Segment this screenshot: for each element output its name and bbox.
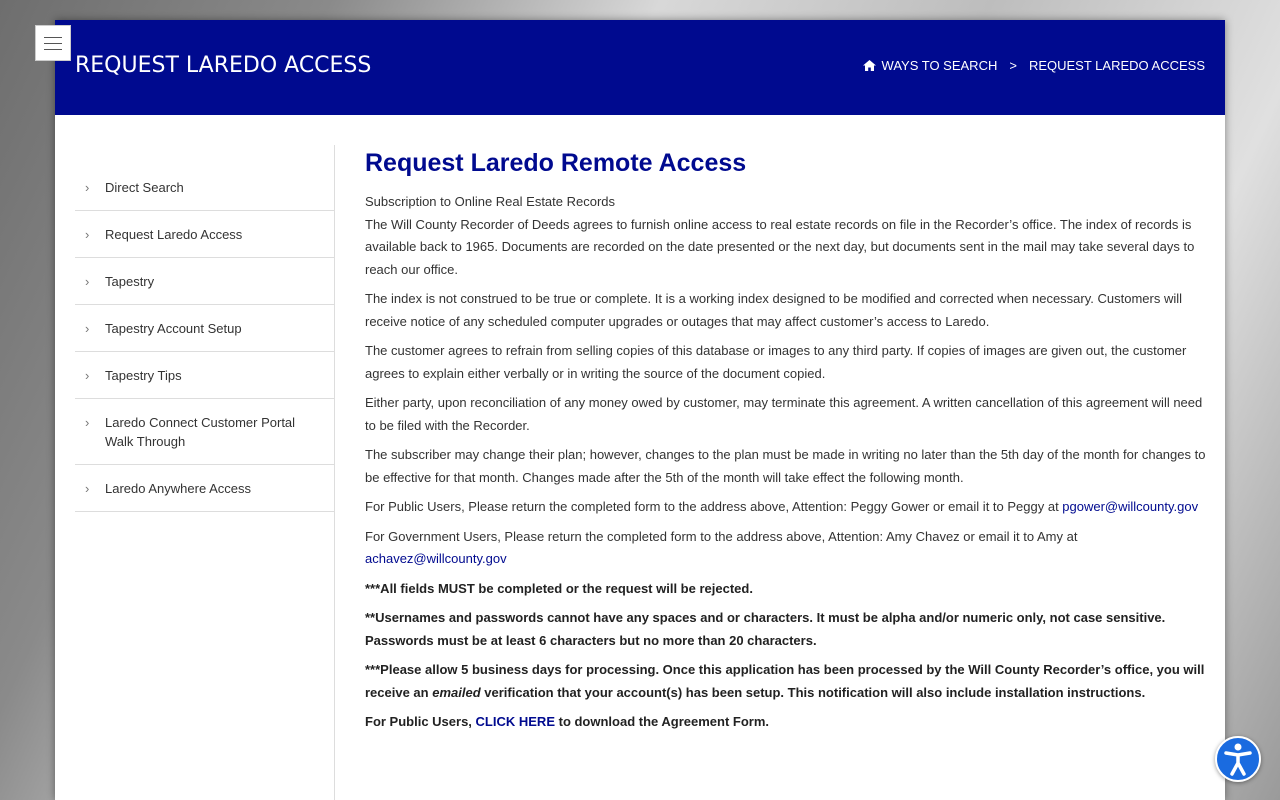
accessibility-button[interactable] bbox=[1215, 736, 1261, 782]
paragraph: **Usernames and passwords cannot have any spaces and or characters. It must be alpha and/or numeric only, not case sensitive. Passwords must be at least 6 characters but no more than 20 characters. bbox=[365, 610, 1166, 648]
sidebar-item-tapestry-tips[interactable]: › Tapestry Tips bbox=[75, 352, 334, 399]
chevron-right-icon: › bbox=[85, 368, 90, 383]
breadcrumb-ways-to-search[interactable]: WAYS TO SEARCH bbox=[881, 58, 998, 73]
breadcrumb-separator: > bbox=[1009, 58, 1017, 73]
hamburger-menu-button[interactable] bbox=[35, 25, 71, 61]
chevron-right-icon: › bbox=[85, 321, 90, 336]
agreement-form-link[interactable]: CLICK HERE bbox=[475, 714, 555, 729]
breadcrumb bbox=[863, 58, 1205, 73]
email-link-achavez[interactable]: achavez@willcounty.gov bbox=[365, 551, 507, 566]
page-header-title: REQUEST LAREDO ACCESS bbox=[75, 53, 372, 78]
chevron-right-icon: › bbox=[85, 274, 90, 289]
sidebar-item-request-laredo-access[interactable]: › Request Laredo Access bbox=[75, 211, 334, 258]
paragraph: For Government Users, Please return the completed form to the address above, Attention: Amy Chavez or email it to Amy at achavez@willcounty.gov bbox=[365, 528, 1078, 566]
menu-icon bbox=[44, 37, 62, 38]
breadcrumb-current[interactable]: REQUEST LAREDO ACCESS bbox=[1028, 58, 1205, 73]
page-header bbox=[55, 20, 1225, 115]
paragraph: Either party, upon reconciliation of any money owed by customer, may terminate this agreement. A written cancellation of this agreement will need to be filed with the Recorder. bbox=[365, 395, 1203, 433]
accessibility-icon bbox=[1223, 742, 1253, 776]
subtitle: Subscription to Online Real Estate Records bbox=[365, 194, 616, 209]
paragraph: For Public Users, Please return the completed form to the address above, Attention: Peggy Gower or email it to Peggy at pgower@willcounty.gov bbox=[365, 499, 1199, 514]
sidebar bbox=[75, 145, 335, 800]
paragraph: The Will County Recorder of Deeds agrees to furnish online access to real estate records on file in the Recorder’s office. The index of records is available back to 1965. Documents are recorded on the date presented or the next day, but documents sent in the mail may take several days to reach our office. bbox=[365, 216, 1195, 277]
chevron-right-icon: › bbox=[85, 415, 90, 430]
paragraph: ***All fields MUST be completed or the request will be rejected. bbox=[365, 580, 753, 596]
sidebar-item-tapestry[interactable]: › Tapestry bbox=[75, 258, 334, 305]
sidebar-item-tapestry-account-setup[interactable]: › Tapestry Account Setup bbox=[75, 305, 334, 352]
chevron-right-icon: › bbox=[85, 481, 90, 496]
email-link-pgower[interactable]: pgower@willcounty.gov bbox=[1062, 499, 1199, 514]
chevron-right-icon: › bbox=[85, 180, 90, 195]
main-content bbox=[365, 145, 1210, 741]
sidebar-item-laredo-connect-walkthrough[interactable]: › Laredo Connect Customer Portal Walk Through bbox=[75, 399, 334, 465]
home-icon bbox=[863, 60, 876, 71]
chevron-right-icon: › bbox=[85, 227, 90, 242]
paragraph: The index is not construed to be true or complete. It is a working index designed to be modified and corrected when necessary. Customers will receive notice of any scheduled computer upgrades or outages that may affect customer’s access to Laredo. bbox=[365, 291, 1183, 329]
page-title: Request Laredo Remote Access bbox=[365, 149, 747, 177]
paragraph: The customer agrees to refrain from selling copies of this database or images to any third party. If copies of images are given out, the customer agrees to explain either verbally or in writing the source of the document copied. bbox=[365, 343, 1187, 381]
paragraph: ***Please allow 5 business days for processing. Once this application has been processed by the Will County Recorder’s office, you will receive an emailed verification that your account(s) has been setup. This notification will also include installation instructions. bbox=[365, 662, 1205, 700]
page-panel bbox=[55, 20, 1225, 800]
agreement-form-paragraph: For Public Users, CLICK HERE to download the Agreement Form. bbox=[365, 714, 770, 729]
sidebar-item-direct-search[interactable]: › Direct Search bbox=[75, 164, 334, 211]
sidebar-item-laredo-anywhere-access[interactable]: › Laredo Anywhere Access bbox=[75, 465, 334, 512]
paragraph: The subscriber may change their plan; however, changes to the plan must be made in writing no later than the 5th day of the month for changes to be effective for that month. Changes made after the 5th of the month will take effect the following month. bbox=[365, 447, 1206, 485]
